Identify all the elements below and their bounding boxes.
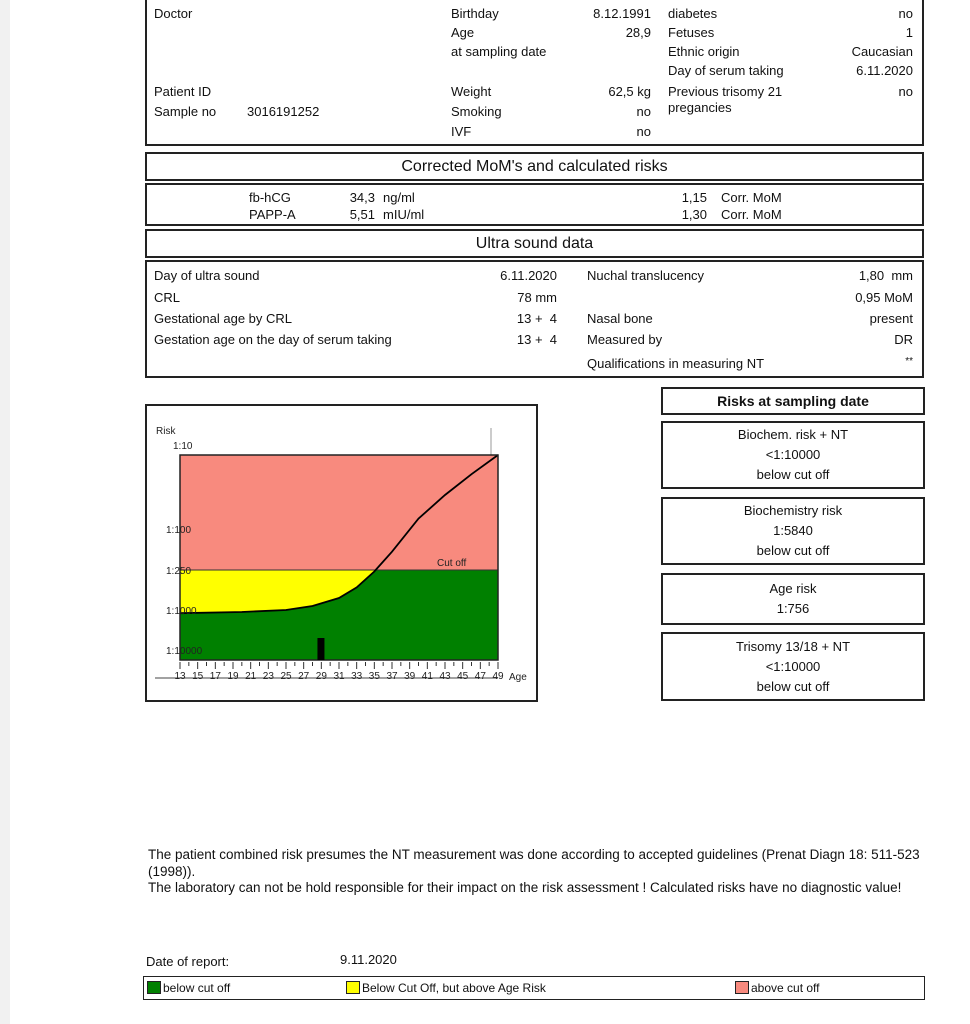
guideline-note: The patient combined risk presumes the NT measurement was done according to accepted guidelines (Prenat Diagn 18: 511-523 (1998)). bbox=[148, 847, 920, 879]
x-tick-label: 13 bbox=[174, 671, 186, 682]
nasal-bone-value: present bbox=[869, 311, 913, 326]
x-tick-label: 33 bbox=[351, 671, 363, 682]
risk-box-biochemistry bbox=[661, 497, 925, 565]
ga-serum-label: Gestation age on the day of serum taking bbox=[154, 332, 392, 347]
risk-chart-box bbox=[145, 404, 538, 702]
x-tick-label: 27 bbox=[298, 671, 310, 682]
y-tick-label: 1:10 bbox=[173, 441, 193, 452]
ethnic-label: Ethnic origin bbox=[668, 44, 740, 59]
risk-age-value: 1:756 bbox=[776, 601, 810, 616]
prev-trisomy-label-2: pregancies bbox=[668, 100, 732, 115]
measured-by-label: Measured by bbox=[587, 332, 663, 347]
cut-off-label: Cut off bbox=[437, 558, 467, 569]
ultrasound-title: Ultra sound data bbox=[475, 235, 594, 252]
y-tick-label: 1:1000 bbox=[166, 606, 197, 617]
report-date-label: Date of report: bbox=[146, 954, 230, 969]
pappa-name: PAPP-A bbox=[249, 207, 296, 222]
birthday-label: Birthday bbox=[451, 6, 499, 21]
nt-value: 1,80 mm bbox=[858, 268, 913, 283]
x-tick-label: 29 bbox=[315, 671, 327, 682]
fbhcg-unit: ng/ml bbox=[383, 190, 415, 205]
pappa-mom: 1,30 bbox=[681, 207, 707, 222]
x-tick-label: 19 bbox=[227, 671, 239, 682]
risks-title: Risks at sampling date bbox=[717, 393, 869, 409]
x-tick-label: 47 bbox=[474, 671, 486, 682]
ivf-label: IVF bbox=[451, 124, 472, 139]
x-tick-label: 49 bbox=[492, 671, 504, 682]
smoking-value: no bbox=[636, 104, 651, 119]
x-tick-label: 37 bbox=[386, 671, 398, 682]
patient-id-label: Patient ID bbox=[154, 84, 212, 99]
risk-biochemistry-status: below cut off bbox=[756, 543, 830, 558]
age-label-sampling: at sampling date bbox=[451, 44, 547, 59]
us-day-value: 6.11.2020 bbox=[500, 268, 557, 283]
risk-trisomy-name: Trisomy 13/18 + NT bbox=[735, 639, 851, 654]
x-tick-label: 25 bbox=[280, 671, 292, 682]
risk-biochem-nt-status: below cut off bbox=[756, 467, 830, 482]
weight-label: Weight bbox=[451, 84, 492, 99]
legend-box bbox=[143, 976, 925, 1000]
x-tick-label: 21 bbox=[245, 671, 257, 682]
crl-value: 78 mm bbox=[517, 290, 557, 305]
risk-biochem-nt-name: Biochem. risk + NT bbox=[737, 427, 849, 442]
nasal-bone-label: Nasal bone bbox=[587, 311, 653, 326]
risk-box-biochem-nt bbox=[661, 421, 925, 489]
liability-note: The laboratory can not be hold responsible for their impact on the risk assessment ! Calculated risks have no diagnostic value! bbox=[148, 880, 902, 895]
risks-title-box bbox=[661, 387, 925, 415]
ivf-value: no bbox=[636, 124, 651, 139]
ultrasound-values-box bbox=[145, 260, 924, 378]
prev-trisomy-label: Previous trisomy 21 bbox=[668, 84, 783, 99]
x-tick-label: 41 bbox=[421, 671, 433, 682]
x-tick-label: 31 bbox=[333, 671, 345, 682]
crl-label: CRL bbox=[154, 290, 181, 305]
legend-yellow-label: Below Cut Off, but above Age Risk bbox=[362, 981, 546, 995]
smoking-label: Smoking bbox=[451, 104, 502, 119]
risk-biochemistry-value: 1:5840 bbox=[773, 523, 813, 538]
risk-box-trisomy-13-18 bbox=[661, 632, 925, 701]
legend-green-swatch bbox=[147, 981, 161, 994]
legend-red-label: above cut off bbox=[751, 981, 820, 995]
x-tick-label: 23 bbox=[262, 671, 274, 682]
risk-box-age bbox=[661, 573, 925, 625]
patient-age-marker bbox=[317, 638, 324, 660]
x-tick-label: 43 bbox=[439, 671, 451, 682]
nt-qualification-value: ** bbox=[905, 356, 913, 367]
measured-by-value: DR bbox=[894, 332, 913, 347]
risk-trisomy-value: <1:10000 bbox=[765, 659, 821, 674]
report-date-value: 9.11.2020 bbox=[340, 952, 397, 967]
sample-no-label: Sample no bbox=[154, 104, 217, 119]
ga-serum-value: 13 + 4 bbox=[516, 332, 557, 347]
y-axis-label: Risk bbox=[156, 426, 176, 437]
x-tick-label: 17 bbox=[209, 671, 221, 682]
fbhcg-value: 34,3 bbox=[349, 190, 375, 205]
age-label: Age bbox=[451, 25, 475, 40]
risk-biochemistry-name: Biochemistry risk bbox=[743, 503, 843, 518]
fetuses-value: 1 bbox=[905, 25, 913, 40]
fbhcg-mom-unit: Corr. MoM bbox=[721, 190, 782, 205]
x-tick-label: 39 bbox=[404, 671, 416, 682]
sample-no-value: 3016191252 bbox=[247, 104, 320, 119]
ultrasound-title-box bbox=[145, 229, 924, 258]
serum-day-value: 6.11.2020 bbox=[856, 63, 913, 78]
x-axis-label: Age bbox=[509, 672, 527, 683]
risk-trisomy-status: below cut off bbox=[756, 679, 830, 694]
diabetes-value: no bbox=[898, 6, 913, 21]
fbhcg-name: fb-hCG bbox=[249, 190, 291, 205]
patient-info-box bbox=[145, 0, 924, 146]
x-tick-label: 45 bbox=[457, 671, 469, 682]
nt-qualification-label: Qualifications in measuring NT bbox=[587, 356, 765, 371]
left-margin-strip bbox=[0, 0, 10, 1024]
zone-above-cut-off bbox=[180, 455, 498, 570]
risk-biochem-nt-value: <1:10000 bbox=[765, 447, 821, 462]
nt-mom-value: 0,95 MoM bbox=[855, 290, 913, 305]
doctor-label: Doctor bbox=[154, 6, 193, 21]
us-day-label: Day of ultra sound bbox=[154, 268, 260, 283]
birthday-value: 8.12.1991 bbox=[593, 6, 651, 21]
y-tick-label: 1:100 bbox=[166, 525, 192, 536]
legend-green-label: below cut off bbox=[163, 981, 231, 995]
prev-trisomy-value: no bbox=[898, 84, 913, 99]
pappa-mom-unit: Corr. MoM bbox=[721, 207, 782, 222]
weight-value: 62,5 kg bbox=[608, 84, 651, 99]
serum-day-label: Day of serum taking bbox=[668, 63, 784, 78]
x-tick-label: 35 bbox=[368, 671, 380, 682]
fetuses-label: Fetuses bbox=[668, 25, 715, 40]
x-tick-label: 15 bbox=[192, 671, 204, 682]
y-tick-label: 1:10000 bbox=[166, 646, 203, 657]
age-value: 28,9 bbox=[625, 25, 651, 40]
legend-yellow-swatch bbox=[346, 981, 360, 994]
pappa-unit: mIU/ml bbox=[383, 207, 425, 222]
y-tick-label: 1:250 bbox=[166, 566, 192, 577]
fbhcg-mom: 1,15 bbox=[681, 190, 707, 205]
mom-title: Corrected MoM's and calculated risks bbox=[401, 158, 668, 175]
ga-crl-value: 13 + 4 bbox=[516, 311, 557, 326]
risk-chart bbox=[147, 406, 536, 700]
nt-label: Nuchal translucency bbox=[587, 268, 705, 283]
pappa-value: 5,51 bbox=[349, 207, 375, 222]
ga-crl-label: Gestational age by CRL bbox=[154, 311, 293, 326]
legend-red-swatch bbox=[735, 981, 749, 994]
risk-age-name: Age risk bbox=[769, 581, 817, 596]
mom-title-box bbox=[145, 152, 924, 181]
ethnic-value: Caucasian bbox=[851, 44, 913, 59]
mom-values-box bbox=[145, 183, 924, 226]
diabetes-label: diabetes bbox=[668, 6, 718, 21]
